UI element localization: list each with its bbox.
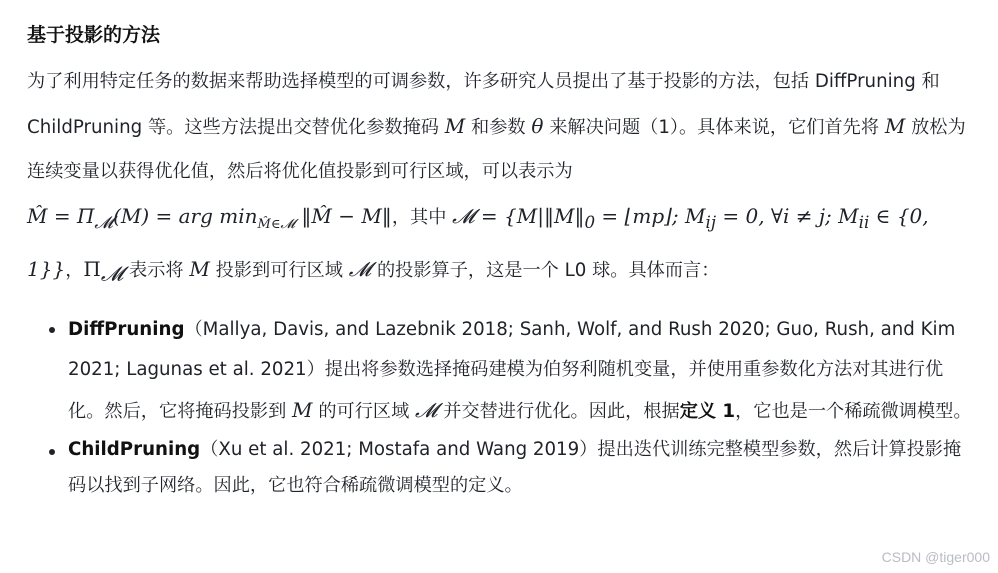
- math-pi-sub: 𝓜: [100, 261, 124, 286]
- formula-sub: 0: [584, 213, 596, 232]
- text: 放松为连续变量以获得优化值，然后将优化值投影到可行区域，可以表示为: [27, 117, 966, 182]
- definition-ref: 定义 1: [679, 400, 736, 422]
- math-theta: θ: [531, 114, 544, 138]
- formula-part: ∈ {0, 1}}: [27, 204, 929, 281]
- formula-part: = ⌊mp⌋; M: [595, 204, 706, 228]
- formula-part: (M) = arg min: [113, 204, 258, 228]
- math-calM: 𝓜: [415, 397, 438, 422]
- formula-sub: ii: [858, 213, 870, 232]
- math-M: M: [292, 397, 313, 422]
- formula-sub: 𝓜: [94, 213, 114, 232]
- formula-sub: M̂∈𝓜: [257, 217, 296, 232]
- formula-part: 𝓜 = {M|‖M‖: [452, 204, 585, 228]
- text: 和参数: [465, 117, 532, 138]
- math-M: M: [444, 114, 466, 138]
- formula-part: ‖M̂ − M‖: [295, 204, 392, 228]
- text: 来解决问题（1）。具体来说，它们首先将: [543, 117, 885, 138]
- text: 投影到可行区域: [209, 260, 349, 281]
- text: 为了利用特定任务的数据来帮助选择模型的可调参数，许多研究人员提出了基于投影的方法，包括 DiffPruning 和 ChildPruning 等。这些方法提出交替优化参数掩码: [27, 71, 940, 138]
- section-heading: 基于投影的方法: [27, 24, 161, 46]
- text: ，它也是一个稀疏微调模型。: [735, 400, 972, 422]
- text: （Xu et al. 2021; Mostafa and Wang 2019）提出迭代训练完整模型参数，然后计算投影掩码以找到子网络。因此，它也符合稀疏微调模型的定义。: [68, 438, 962, 496]
- text: ，其中: [391, 207, 453, 228]
- list-item-childpruning: [27, 432, 974, 504]
- text: 的可行区域: [312, 400, 416, 422]
- intro-paragraph: [27, 60, 974, 296]
- bullet-dot: [49, 449, 55, 455]
- bullet-dot: [49, 327, 55, 333]
- methods-list: [27, 310, 974, 504]
- math-pi: Π: [83, 257, 101, 281]
- text: 并交替进行优化。因此，根据: [437, 400, 680, 422]
- math-M: M: [884, 114, 906, 138]
- watermark: CSDN @tiger000: [881, 549, 990, 565]
- formula-part: M̂ = Π: [27, 204, 95, 228]
- formula-part: = 0, ∀i ≠ j; M: [716, 204, 859, 228]
- method-title: DiffPruning: [68, 318, 185, 340]
- formula-sub: ij: [705, 213, 716, 232]
- math-M: M: [189, 257, 210, 281]
- text: 表示将: [123, 260, 190, 281]
- text: （Mallya, Davis, and Lazebnik 2018; Sanh, Wolf, and Rush 2020; Guo, Rush, and Kim 2021; Lagunas et al. 2021）提出将参数选择掩码建模为伯努利随机变量，并使用重参数化方法对其进行优化。然后，它将掩码投影到: [68, 318, 956, 422]
- projection-formula: [27, 204, 392, 232]
- method-title: ChildPruning: [68, 438, 201, 460]
- list-item-diffpruning: [27, 310, 974, 432]
- text: ，: [65, 260, 84, 281]
- text: 的投影算子，这是一个 L0 球。具体而言：: [371, 260, 720, 281]
- math-calM: 𝓜: [348, 257, 372, 281]
